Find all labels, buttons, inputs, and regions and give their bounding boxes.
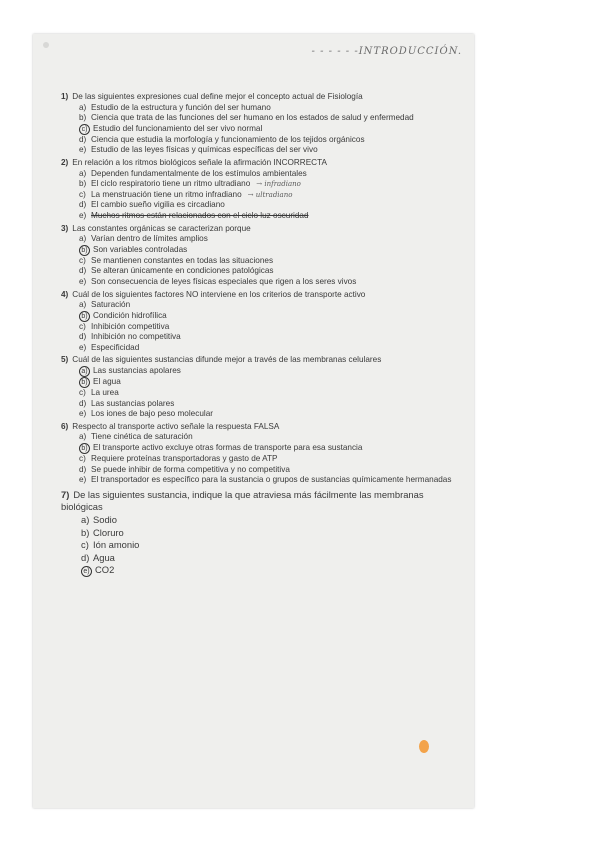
option-letter: e) — [79, 475, 87, 485]
option-text: El transportador es específico para la sustancia o grupos de sustancias químicamente hermanadas — [91, 475, 452, 485]
answer-option — [61, 332, 466, 343]
question-text — [61, 158, 466, 169]
question-text — [61, 92, 466, 103]
answer-option — [61, 124, 466, 135]
option-letter: b) — [79, 113, 87, 123]
option-letter: e) — [81, 566, 92, 577]
answer-option — [61, 409, 466, 420]
option-letter: b) — [79, 245, 90, 256]
option-text: Los iones de bajo peso molecular — [91, 409, 213, 419]
option-letter: a) — [79, 432, 87, 442]
option-text: Se puede inhibir de forma competitiva y no competitiva — [91, 464, 290, 474]
answer-option — [61, 475, 466, 486]
question-number: 7) — [61, 488, 70, 500]
option-letter: b) — [79, 311, 90, 322]
option-text: Las sustancias polares — [91, 398, 175, 408]
question-6 — [61, 422, 466, 486]
option-letter: d) — [79, 398, 87, 408]
answer-option — [61, 234, 466, 245]
option-text: Se mantienen constantes en todas las situaciones — [91, 255, 274, 265]
answer-option — [61, 527, 466, 540]
answer-option — [61, 322, 466, 333]
question-5 — [61, 355, 466, 419]
option-letter: a) — [79, 366, 90, 377]
option-letter: b) — [81, 526, 90, 538]
option-letter: b) — [79, 377, 90, 388]
answer-option — [61, 564, 466, 577]
question-statement: Respecto al transporte activo señale la respuesta FALSA — [72, 421, 280, 431]
question-number: 3) — [61, 223, 69, 233]
question-statement: De las siguientes expresiones cual define mejor el concepto actual de Fisiología — [72, 92, 363, 101]
answer-option — [61, 539, 466, 552]
answer-option — [61, 343, 466, 354]
orange-mark — [419, 740, 429, 753]
question-4 — [61, 290, 466, 354]
option-text: El ciclo respiratorio tiene un ritmo ultradiano — [91, 179, 251, 189]
option-text: Dependen fundamentalmente de los estímulos ambientales — [91, 168, 307, 178]
answer-option — [61, 190, 466, 201]
option-text: Varían dentro de límites amplios — [91, 234, 208, 244]
option-letter: d) — [79, 134, 87, 144]
paper-hole — [43, 42, 49, 48]
question-text — [61, 224, 466, 235]
option-text: La urea — [91, 388, 119, 398]
option-text: Requiere proteínas transportadoras y gasto de ATP — [91, 454, 278, 464]
option-text: El agua — [93, 377, 121, 387]
question-1 — [61, 92, 466, 156]
option-letter: e) — [79, 276, 87, 286]
option-text: Estudio de la estructura y función del ser humano — [91, 102, 271, 112]
answer-option — [61, 200, 466, 211]
option-letter: d) — [79, 464, 87, 474]
question-text — [61, 422, 466, 433]
option-text: Agua — [93, 551, 115, 563]
option-text: Inhibición competitiva — [91, 321, 170, 331]
answer-option — [61, 514, 466, 527]
option-text: Estudio de las leyes físicas y químicas específicas del ser vivo — [91, 145, 318, 155]
answer-option — [61, 465, 466, 476]
option-text: El cambio sueño vigilia es circadiano — [91, 200, 225, 210]
option-text: Estudio del funcionamiento del ser vivo normal — [93, 123, 263, 133]
question-statement: En relación a los ritmos biológicos señale la afirmación INCORRECTA — [72, 157, 327, 167]
answer-option — [61, 211, 466, 222]
option-letter: c) — [79, 321, 86, 331]
answer-option — [61, 388, 466, 399]
answer-option — [61, 266, 466, 277]
question-statement: De las siguientes sustancia, indique la que atraviesa más fácilmente las membranas biológicas — [61, 488, 424, 513]
question-number: 4) — [61, 289, 69, 299]
answer-option — [61, 300, 466, 311]
option-text: Tiene cinética de saturación — [91, 432, 193, 442]
option-text: CO2 — [95, 564, 115, 576]
question-7 — [61, 489, 466, 578]
question-number: 6) — [61, 421, 69, 431]
question-number: 5) — [61, 355, 69, 365]
answer-option — [61, 145, 466, 156]
option-letter: b) — [79, 443, 90, 454]
option-text: Ión amonio — [93, 539, 140, 551]
question-statement: Las constantes orgánicas se caracterizan porque — [72, 223, 251, 233]
question-3 — [61, 224, 466, 288]
question-number: 2) — [61, 157, 69, 167]
answer-option — [61, 366, 466, 377]
answer-option — [61, 179, 466, 190]
question-list — [61, 90, 466, 577]
option-letter: c) — [79, 124, 90, 135]
answer-option — [61, 454, 466, 465]
answer-option — [61, 552, 466, 565]
question-2 — [61, 158, 466, 222]
option-letter: d) — [79, 200, 87, 210]
question-text — [61, 355, 466, 366]
option-text: Se alteran únicamente en condiciones patológicas — [91, 266, 274, 276]
option-text: Son consecuencia de leyes físicas especiales que rigen a los seres vivos — [91, 276, 357, 286]
answer-option — [61, 377, 466, 388]
option-letter: c) — [79, 454, 86, 464]
handwritten-header: - - - - - -INTRODUCCIÓN. — [311, 46, 462, 57]
handwritten-note: → infradiano — [256, 180, 301, 189]
option-letter: c) — [79, 189, 86, 199]
answer-option — [61, 399, 466, 410]
option-text: Saturación — [91, 300, 131, 310]
option-text: La menstruación tiene un ritmo infradiano — [91, 189, 242, 199]
option-text: Sodio — [93, 514, 117, 525]
option-text: Condición hidrofílica — [93, 310, 167, 320]
question-statement: Cuál de los siguientes factores NO interviene en los criterios de transporte activo — [72, 289, 366, 299]
option-letter: e) — [79, 342, 87, 352]
option-text: Son variables controladas — [93, 244, 188, 254]
option-letter: a) — [79, 234, 87, 244]
option-text: Cloruro — [93, 526, 124, 538]
question-text — [61, 489, 466, 514]
question-number: 1) — [61, 92, 69, 101]
option-letter: d) — [79, 332, 87, 342]
option-letter: a) — [81, 514, 90, 525]
option-letter: e) — [79, 409, 87, 419]
option-letter: c) — [79, 255, 86, 265]
answer-option — [61, 135, 466, 146]
option-text: Especificidad — [91, 342, 140, 352]
answer-option — [61, 245, 466, 256]
option-text: Las sustancias apolares — [93, 366, 181, 376]
option-letter: d) — [79, 266, 87, 276]
option-letter: e) — [79, 210, 87, 220]
option-letter: a) — [79, 300, 87, 310]
handwritten-note: → ultradiano — [247, 190, 293, 199]
option-text: Muchos ritmos están relacionados con el ciclo luz oscuridad — [91, 210, 309, 220]
answer-option — [61, 277, 466, 288]
question-text — [61, 290, 466, 301]
answer-option — [61, 443, 466, 454]
answer-option — [61, 432, 466, 443]
option-letter: a) — [79, 102, 87, 112]
option-letter: c) — [79, 388, 86, 398]
option-text: Ciencia que estudia la morfología y funcionamiento de los tejidos orgánicos — [91, 134, 365, 144]
question-statement: Cuál de las siguientes sustancias difunde mejor a través de las membranas celulares — [72, 355, 382, 365]
option-letter: e) — [79, 145, 87, 155]
option-letter: d) — [81, 551, 90, 563]
option-letter: b) — [79, 179, 87, 189]
option-letter: a) — [79, 168, 87, 178]
exam-sheet — [33, 34, 474, 808]
answer-option — [61, 113, 466, 124]
option-text: Inhibición no competitiva — [91, 332, 181, 342]
answer-option — [61, 256, 466, 267]
answer-option — [61, 103, 466, 114]
answer-option — [61, 169, 466, 180]
option-text: El transporte activo excluye otras formas de transporte para esa sustancia — [93, 443, 363, 453]
option-letter: c) — [81, 539, 89, 551]
answer-option — [61, 311, 466, 322]
option-text: Ciencia que trata de las funciones del ser humano en los estados de salud y enfermedad — [91, 113, 414, 123]
